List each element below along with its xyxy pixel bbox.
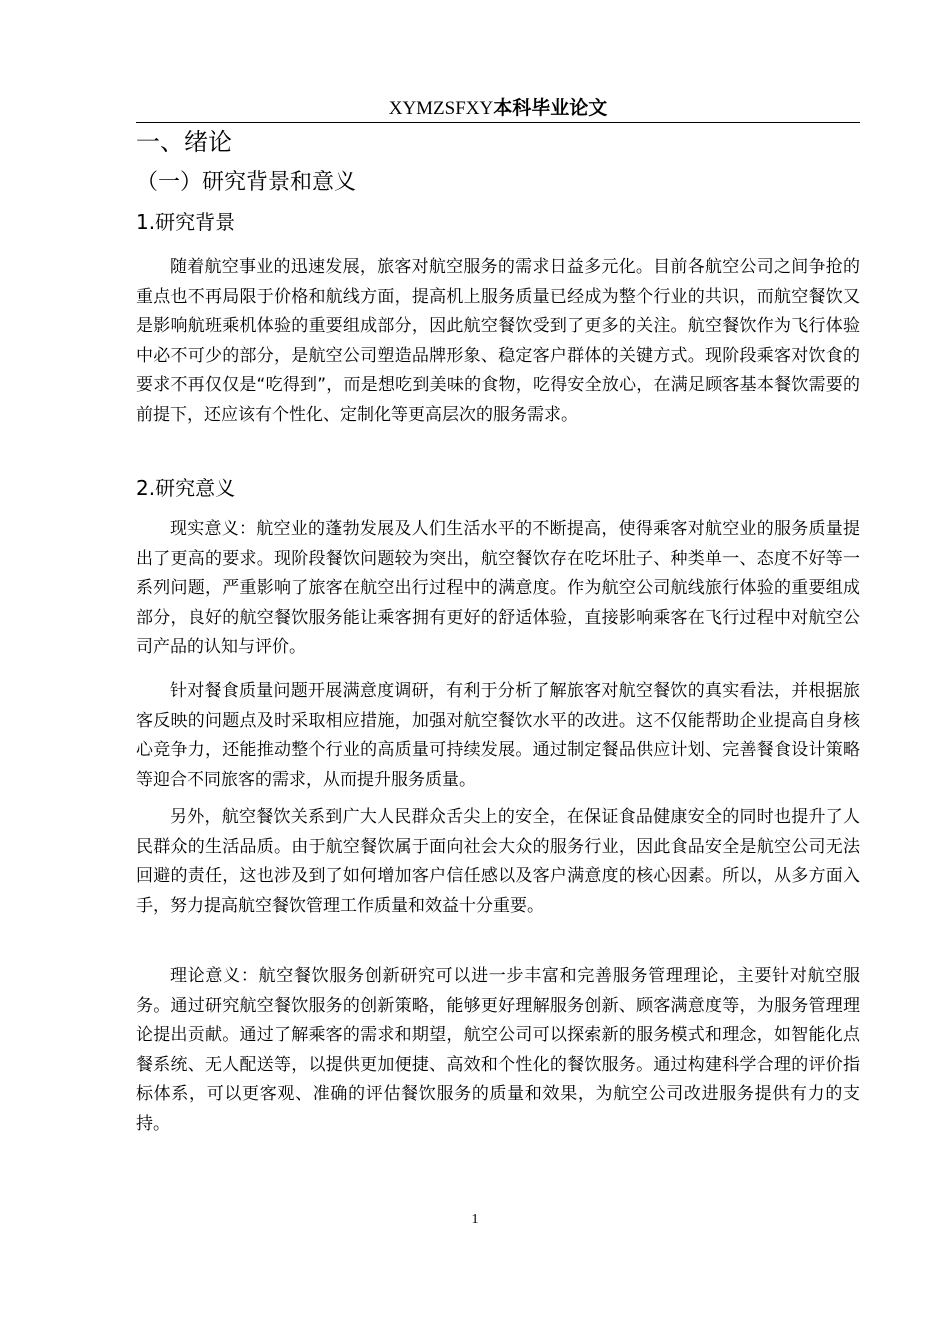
paragraph-practical-significance: 现实意义：航空业的蓬勃发展及人们生活水平的不断提高，使得乘客对航空业的服务质量提出了更高的要求。现阶段餐饮问题较为突出，航空餐饮存在吃坏肚子、种类单一、态度不好等一系列问题，严重影响了旅客在航空出行过程中的满意度。作为航空公司航线旅行体验的重要组成部分，良好的航空餐饮服务能让乘客拥有更好的舒适体验，直接影响乘客在飞行过程中对航空公司产品的认知与评价。 bbox=[136, 519, 860, 657]
page-number: 1 bbox=[471, 1212, 479, 1227]
header-divider bbox=[136, 122, 860, 123]
page-header bbox=[136, 94, 860, 122]
chapter-heading: 一、绪论 bbox=[136, 128, 232, 156]
header-title: 本科毕业论文 bbox=[493, 97, 608, 119]
paragraph-survey: 针对餐食质量问题开展满意度调研，有利于分析了解旅客对航空餐饮的真实看法，并根据旅客反映的问题点及时采取相应措施，加强对航空餐饮水平的改进。这不仅能帮助企业提高自身核心竞争力，还能推动整个行业的高质量可持续发展。通过制定餐品供应计划、完善餐食设计策略等迎合不同旅客的需求，从而提升服务质量。 bbox=[136, 681, 860, 790]
header-code: XYMZSFXY bbox=[388, 98, 494, 119]
subsection-heading-background: 1.研究背景 bbox=[136, 210, 236, 234]
paragraph-background: 随着航空事业的迅速发展，旅客对航空服务的需求日益多元化。目前各航空公司之间争抢的重点也不再局限于价格和航线方面，提高机上服务质量已经成为整个行业的共识，而航空餐饮又是影响航班乘机体验的重要组成部分，因此航空餐饮受到了更多的关注。航空餐饮作为飞行体验中必不可少的部分，是航空公司塑造品牌形象、稳定客户群体的关键方式。现阶段乘客对饮食的要求不再仅仅是“吃得到”，而是想吃到美味的食物，吃得安全放心，在满足顾客基本餐饮需要的前提下，还应该有个性化、定制化等更高层次的服务需求。 bbox=[136, 257, 860, 425]
paragraph-food-safety: 另外，航空餐饮关系到广大人民群众舌尖上的安全，在保证食品健康安全的同时也提升了人民群众的生活品质。由于航空餐饮属于面向社会大众的服务行业，因此食品安全是航空公司无法回避的责任，这也涉及到了如何增加客户信任感以及客户满意度的核心因素。所以，从多方面入手，努力提高航空餐饮管理工作质量和效益十分重要。 bbox=[136, 807, 860, 916]
paragraph-theoretical-significance: 理论意义：航空餐饮服务创新研究可以进一步丰富和完善服务管理理论，主要针对航空服务。通过研究航空餐饮服务的创新策略，能够更好理解服务创新、顾客满意度等，为服务管理理论提出贡献。通过了解乘客的需求和期望，航空公司可以探索新的服务模式和理念，如智能化点餐系统、无人配送等，以提供更加便捷、高效和个性化的餐饮服务。通过构建科学合理的评价指标体系，可以更客观、准确的评估餐饮服务的质量和效果，为航空公司改进服务提供有力的支持。 bbox=[136, 966, 860, 1134]
subsection-heading-significance: 2.研究意义 bbox=[136, 476, 236, 500]
section-heading: （一）研究背景和意义 bbox=[136, 170, 357, 195]
